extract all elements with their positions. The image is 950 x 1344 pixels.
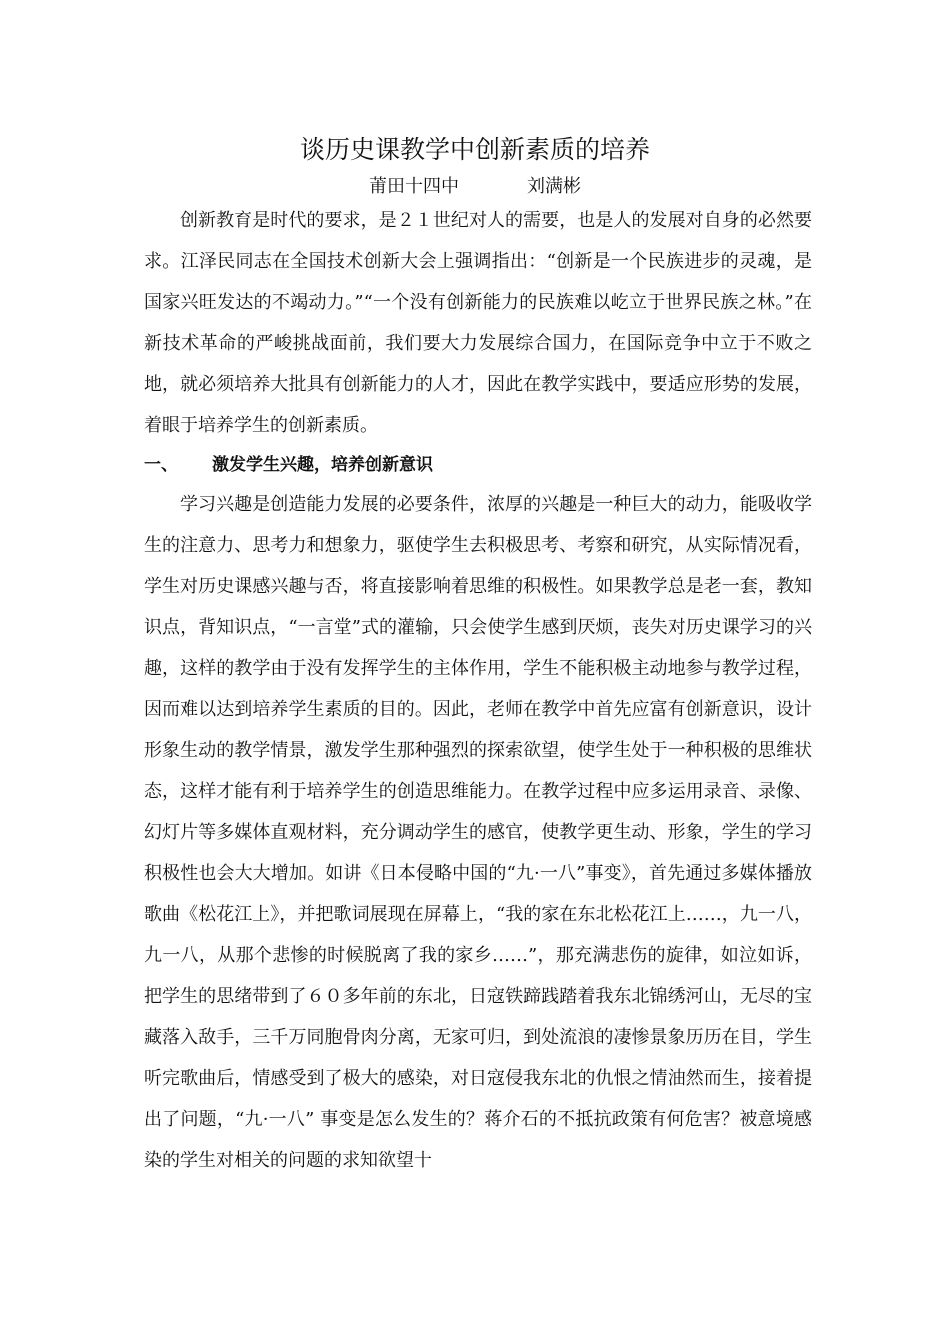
school-name: 莆田十四中 [369,176,459,197]
document-body [144,200,812,1181]
section-number: 一、 [144,455,178,475]
byline [0,174,950,200]
section-heading-text: 激发学生兴趣，培养创新意识 [212,455,433,475]
author-name: 刘满彬 [527,176,581,197]
document-title: 谈历史课教学中创新素质的培养 [299,135,650,164]
section-heading [144,446,812,484]
paragraph-intro: 创新教育是时代的要求，是２１世纪对人的需要，也是人的发展对自身的必然要求。江泽民同志在全国技术创新大会上强调指出：“创新是一个民族进步的灵魂，是国家兴旺发达的不竭动力。”“一个没有创新能力的民族难以屹立于世界民族之林。”在新技术革命的严峻挑战面前，我们要大力发展综合国力，在国际竞争中立于不败之地，就必须培养大批具有创新能力的人才，因此在教学实践中，要适应形势的发展，着眼于培养学生的创新素质。 [144,210,812,436]
paragraph-section1: 学习兴趣是创造能力发展的必要条件，浓厚的兴趣是一种巨大的动力，能吸收学生的注意力、思考力和想象力，驱使学生去积极思考、考察和研究，从实际情况看，学生对历史课感兴趣与否，将直接影响着思维的积极性。如果教学总是老一套，教知识点，背知识点，“一言堂”式的灌输，只会使学生感到厌烦，丧失对历史课学习的兴趣，这样的教学由于没有发挥学生的主体作用，学生不能积极主动地参与教学过程，因而难以达到培养学生素质的目的。因此，老师在教学中首先应富有创新意识，设计形象生动的教学情景，激发学生那种强烈的探索欲望，使学生处于一种积极的思维状态，这样才能有利于培养学生的创造思维能力。在教学过程中应多运用录音、录像、幻灯片等多媒体直观材料，充分调动学生的感官，使教学更生动、形象，学生的学习积极性也会大大增加。如讲《日本侵略中国的“九·一八”事变》，首先通过多媒体播放歌曲《松花江上》，并把歌词展现在屏幕上，“我的家在东北松花江上……，九一八，九一八，从那个悲惨的时候脱离了我的家乡……”，那充满悲伤的旋律，如泣如诉，把学生的思绪带到了６０多年前的东北，日寇铁蹄践踏着我东北锦绣河山，无尽的宝藏落入敌手，三千万同胞骨肉分离，无家可归，到处流浪的凄惨景象历历在目，学生听完歌曲后，情感受到了极大的感染，对日寇侵我东北的仇恨之情油然而生，接着提出了问题，“九·一八” 事变是怎么发生的？蒋介石的不抵抗政策有何危害？被意境感染的学生对相关的问题的求知欲望十 [144,494,812,1171]
